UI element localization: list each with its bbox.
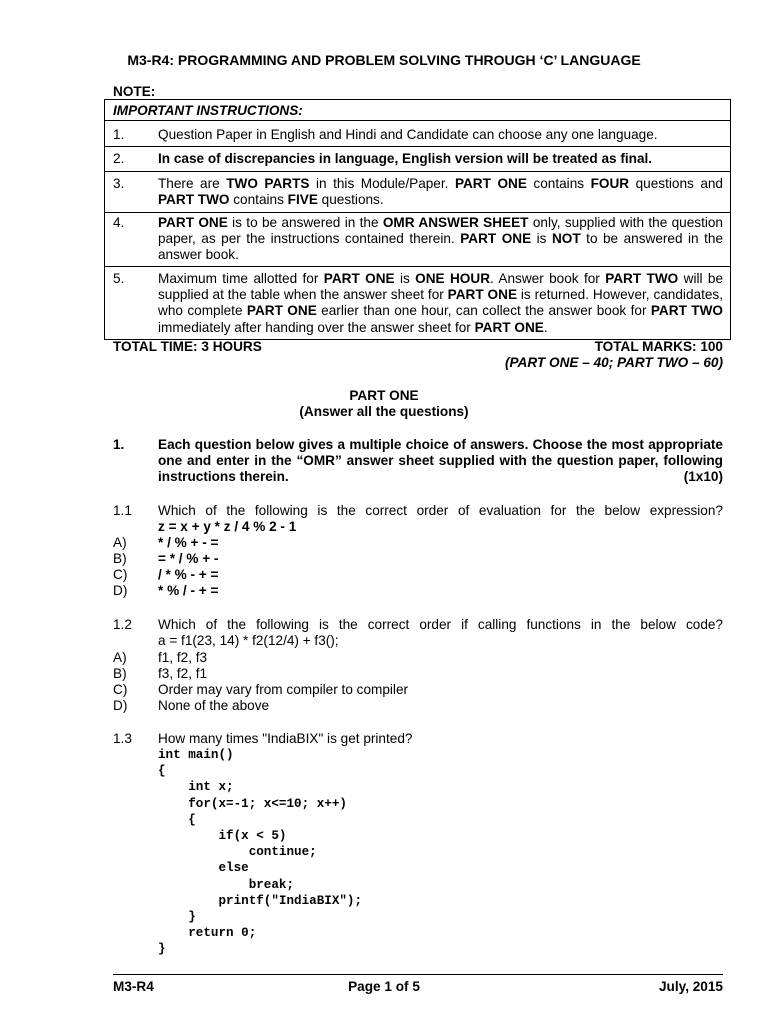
instruction-number: 2. [113,151,125,166]
instruction-run: is [394,271,416,286]
instruction-text [158,215,723,264]
question-1-marks: (1x10) [683,469,723,485]
question-number: 1.1 [113,503,132,518]
code-line: int x; [158,780,234,795]
option-text: f1, f2, f3 [158,650,208,665]
code-line: return 0; [158,926,257,941]
instruction-number: 4. [113,215,125,230]
code-line: { [158,764,166,779]
option-label: A) [113,650,127,665]
question-number: 1.2 [113,617,132,632]
instruction-emphasis: PART ONE [447,287,518,303]
instruction-run: contains [526,176,591,191]
option-label: D) [113,583,128,598]
code-line: continue; [158,845,317,860]
instruction-emphasis: PART ONE [246,303,317,319]
instruction-run: will be supplied at the table when the answer sheet for [158,271,723,303]
note-label: NOTE: [113,84,156,99]
option-text: Order may vary from compiler to compiler [158,682,409,697]
footer-date: July, 2015 [659,979,723,994]
instruction-emphasis: FOUR [590,176,630,191]
instruction-text [158,271,723,336]
code-line: printf("IndiaBIX"); [158,893,363,908]
paper-title: M3-R4: PROGRAMMING AND PROBLEM SOLVING THROUGH ‘C’ LANGUAGE [127,52,641,68]
instruction-run: is [531,231,552,247]
instruction-run: contains [229,192,288,208]
option-text: * / % + - = [158,535,219,550]
box-divider [105,120,730,121]
instruction-number: 1. [113,127,125,142]
instruction-run: . [543,319,548,335]
instruction-emphasis: PART TWO [158,192,230,208]
option-label: B) [113,666,127,681]
question-text: Which of the following is the correct order if calling functions in the below code? [158,617,723,632]
instruction-run: . Answer book for [490,271,606,286]
question-expression: z = x + y * z / 4 % 2 - 1 [158,519,297,534]
code-line: { [158,812,196,827]
option-label: C) [113,567,128,582]
part-one-heading: PART ONE [349,388,419,403]
box-divider [105,266,730,267]
code-line: int main() [158,748,234,762]
instruction-emphasis: PART TWO [650,303,723,319]
option-label: A) [113,535,127,550]
total-time: TOTAL TIME: 3 HOURS [113,339,262,354]
code-line: else [158,861,249,876]
instruction-run: Question Paper in English and Hindi and Candidate can choose any one language. [158,127,658,142]
option-text: f3, f2, f1 [158,666,208,681]
code-line: if(x < 5) [158,829,287,844]
instruction-run: questions. [317,192,384,208]
footer-rule [113,974,723,975]
code-line: for(x=-1; x<=10; x++) [158,796,347,811]
question-number: 1.3 [113,731,132,746]
marks-split: (PART ONE – 40; PART TWO – 60) [504,355,723,370]
option-text: / * % - + = [158,567,219,582]
instruction-run: immediately after handing over the answer sheet for [158,319,475,335]
instruction-emphasis: PART TWO [605,271,679,286]
instruction-text [158,151,723,167]
instruction-run: Maximum time allotted for [158,271,324,286]
instruction-emphasis: PART ONE [454,176,527,191]
instruction-run: questions and [629,176,723,191]
option-text: None of the above [158,698,270,713]
instruction-run: is returned. However, candidates, who complete [158,287,723,319]
instruction-number: 3. [113,176,125,191]
footer-paper-code: M3-R4 [113,979,154,994]
instruction-emphasis: PART ONE [323,271,395,286]
instruction-run: There are [158,176,227,191]
instruction-text [158,176,723,208]
instruction-emphasis: PART ONE [460,231,532,247]
instruction-emphasis: OMR ANSWER SHEET [382,215,529,230]
instruction-emphasis: ONE HOUR [415,271,491,286]
instruction-emphasis: PART ONE [158,215,228,230]
question-1-body: Each question below gives a multiple choice of answers. Choose the most appropriate one and enter in the “OMR” answer sheet supplied with the question paper, following instructions therein. [158,437,723,485]
instruction-run: is to be answered in the [227,215,383,230]
total-marks: TOTAL MARKS: 100 [594,339,723,354]
instruction-emphasis: TWO PARTS [226,176,310,191]
option-label: D) [113,698,128,713]
instruction-run: in this Module/Paper. [309,176,455,191]
option-label: C) [113,682,128,697]
box-divider [105,212,730,213]
instruction-run: earlier than one hour, can collect the answer book for [316,303,651,319]
instruction-emphasis: In case of discrepancies in language, English version will be treated as final. [158,151,653,166]
option-label: B) [113,551,127,566]
code-block [158,747,362,958]
question-1-text [158,437,723,486]
instruction-text [158,127,723,143]
option-text: = * / % + - [158,551,219,566]
footer-page-number: Page 1 of 5 [348,979,420,994]
code-line: } [158,910,196,925]
code-line: break; [158,877,295,892]
instruction-emphasis: NOT [551,231,581,247]
box-divider [105,171,730,172]
question-text: Which of the following is the correct order of evaluation for the below expression? [158,503,723,518]
part-one-subheading: (Answer all the questions) [299,404,469,419]
box-divider [105,146,730,147]
instruction-emphasis: PART ONE [474,319,544,335]
instruction-emphasis: FIVE [287,192,318,208]
instruction-run: only, supplied with the question paper, as per the instructions contained therein. [158,215,723,247]
code-line: } [158,942,166,957]
question-number: 1. [113,437,125,452]
question-code: a = f1(23, 14) * f2(12/4) + f3(); [158,633,339,648]
instruction-run: to be answered in the answer book. [158,231,724,263]
instruction-number: 5. [113,271,125,286]
instructions-heading: IMPORTANT INSTRUCTIONS: [113,103,303,118]
question-text: How many times "IndiaBIX" is get printed? [158,731,413,746]
option-text: * % / - + = [158,583,219,598]
